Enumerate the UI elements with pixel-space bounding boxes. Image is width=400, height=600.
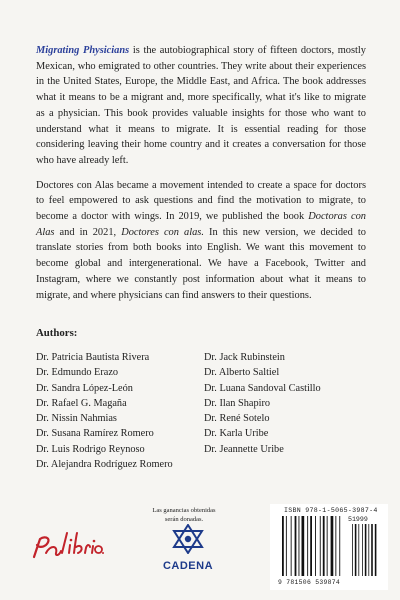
book-ref-2: Doctores con alas. [121,226,204,238]
author-name: Dr. Jack Rubinstein [204,352,285,363]
authors-column-1 [36,350,173,472]
author-name: Dr. Rafael G. Magaña [36,397,127,409]
palibrio-logo [26,527,104,572]
author-name: Dr. Alberto Saltiel [204,367,280,379]
blurb-paragraph-2 [36,178,366,304]
barcode-digits: 9 781506 539874 [278,579,341,586]
palibrio-logo-icon [26,527,104,567]
donation-note [144,507,224,524]
star-of-david-icon [171,524,205,554]
blurb-paragraph-1 [36,43,366,169]
blurb-p2-text-a: Doctores con Alas became a movement intended to create a space for doctors to feel empowered to ask questions and find the motivation to migrate, to become a doctor with wings. In 2019, we published the book [36,179,366,223]
cadena-logo [150,524,226,572]
back-cover-blurb [36,43,366,312]
blurb-p2-text-c: In this new version, we decided to translate stories from both books into English. We want this movement to become global and intergenerational. We have a Facebook, Twitter and Instagram, where we constantly post information about what it means to migrate, and where physicians can find answers to their questions. [36,226,367,301]
author-name: Dr. René Sotelo [204,413,270,425]
author-name: Dr. Luis Rodrigo Reynoso [36,443,145,455]
author-name: Dr. Susana Ramírez Romero [36,428,154,440]
author-name: Dr. Jeannette Uribe [204,443,284,455]
blurb-p1-text: is the autobiographical story of fifteen doctors, mostly Mexican, who emigrated to other countries. They write about their experiences in the United States, Europe, the Middle East, and Africa. The book addresses what it means to be a migrant and, more specifically, what it's like to migrate as a physician. This book provides valuable insights for those who want to understand what it means to migrate. It is essential reading for those considering leaving their home country and it creates a conversation for those who have already left. [36,45,366,166]
author-name: Dr. Karla Uribe [204,428,269,440]
isbn-barcode [270,504,388,590]
barcode-icon [282,516,378,578]
price-code: 51999 [348,516,368,523]
blurb-p2-text-b: and in 2021, [54,226,122,238]
isbn-text: ISBN 978-1-5065-3987-4 [284,507,378,514]
author-name: Dr. Nissin Nahmias [36,413,117,425]
author-name: Dr. Edmundo Erazo [36,367,119,379]
donation-note-line-1: Las ganancias obtenidas [152,507,216,514]
book-ref-1: Doctoras con Alas [36,211,367,238]
authors-column-2 [204,350,321,457]
author-name: Dr. Ilan Shapiro [204,397,271,409]
author-name: Dr. Patricia Bautista Rivera [36,352,150,363]
book-title: Migrating Physicians [36,45,130,56]
authors-heading: Authors: [36,327,78,339]
author-name: Dr. Sandra López-León [36,382,133,394]
cadena-label: CADENA [162,560,214,572]
author-name: Dr. Alejandra Rodríguez Romero [36,459,173,471]
author-name: Dr. Luana Sandoval Castillo [204,382,321,394]
donation-note-line-2: serán donadas. [164,515,204,523]
